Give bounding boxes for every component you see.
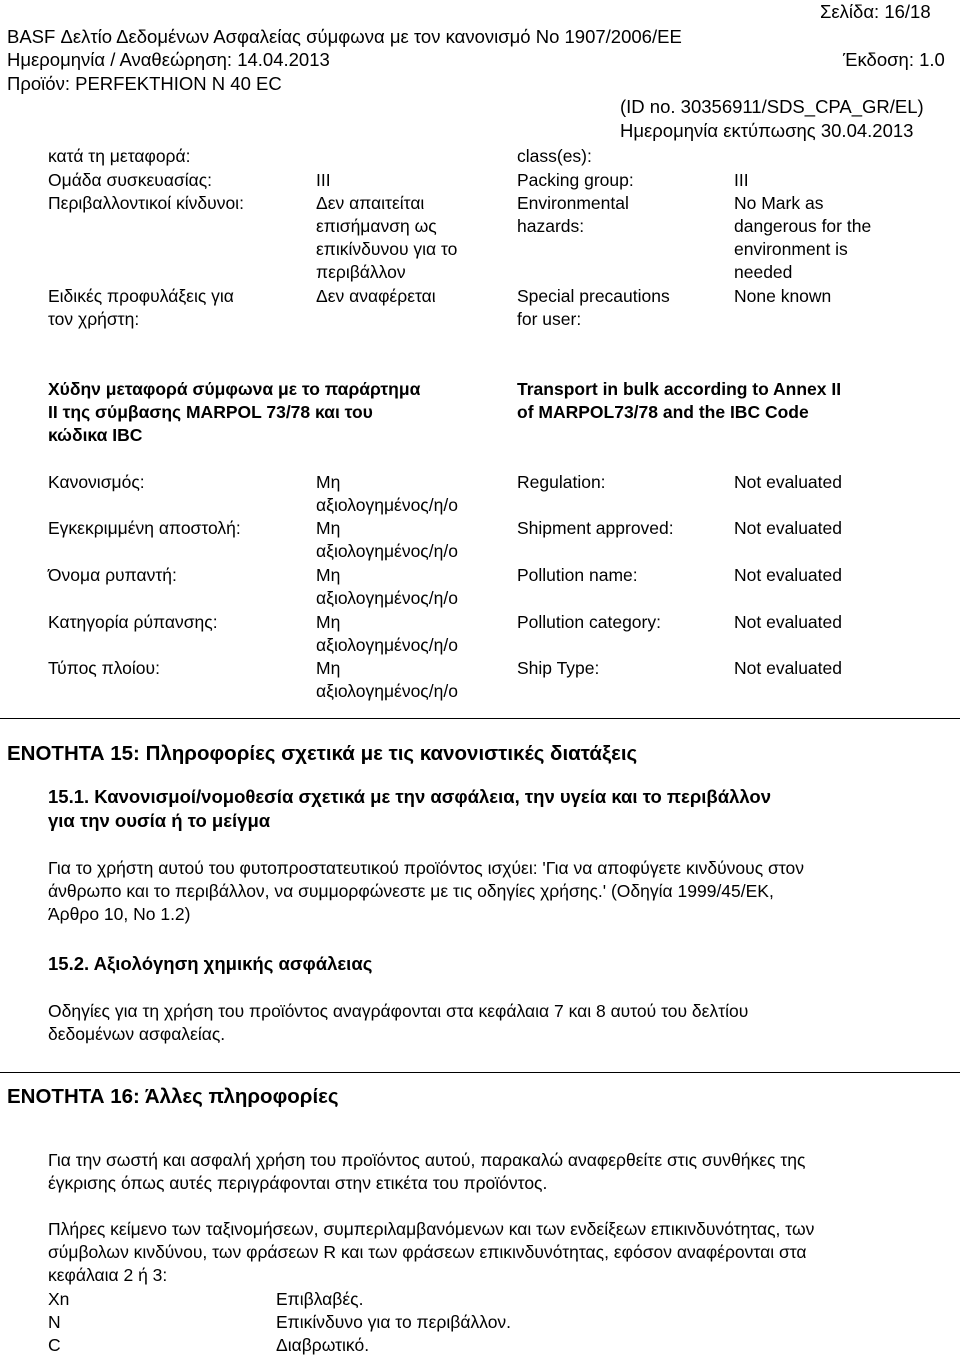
- bulk-transport-en-heading: Transport in bulk according to Annex II of MARPOL73/78 and the IBC Code: [517, 379, 842, 422]
- shipment-approved-gr-label: Εγκεκριμμένη αποστολή:: [48, 518, 241, 538]
- special-precautions-en-value: None known: [734, 286, 832, 306]
- section-divider: [0, 1072, 960, 1073]
- section-16-paragraph-1: Για την σωστή και ασφαλή χρήση του προϊόντος αυτού, παρακαλώ αναφερθείτε στις συνθήκες της έγκρισης όπως αυτές περιγράφονται στην ετικέτα του προϊόντος.: [48, 1150, 806, 1193]
- revision-date: Ημερομηνία / Αναθεώρηση: 14.04.2013: [7, 49, 330, 70]
- ship-type-gr-value: Μη αξιολογημένος/η/ο: [316, 658, 458, 701]
- hazard-symbol-meaning: Επικίνδυνο για το περιβάλλον.: [276, 1312, 512, 1332]
- regulation-gr-value: Μη αξιολογημένος/η/ο: [316, 472, 458, 515]
- pollution-category-gr-value: Μη αξιολογημένος/η/ο: [316, 612, 458, 655]
- hazard-symbol-meaning: Διαβρωτικό.: [276, 1335, 370, 1355]
- hazard-symbol-code: C: [48, 1335, 61, 1355]
- shipment-approved-en-value: Not evaluated: [734, 518, 842, 538]
- transport-gr-continuation: κατά τη μεταφορά:: [48, 146, 191, 166]
- packing-group-en-value: III: [734, 170, 749, 190]
- bulk-transport-gr-heading: Χύδην μεταφορά σύμφωνα με το παράρτημα II της σύμβασης MARPOL 73/78 και του κώδικα IBC: [48, 379, 421, 445]
- document-title: BASF Δελτίο Δεδομένων Ασφαλείας σύμφωνα με τον κανονισμό Νο 1907/2006/ΕΕ: [7, 26, 682, 47]
- section-15-title: ΕΝΟΤΗΤΑ 15: Πληροφορίες σχετικά με τις κανονιστικές διατάξεις: [7, 742, 638, 765]
- section-15-2-text: Οδηγίες για τη χρήση του προϊόντος αναγράφονται στα κεφάλαια 7 και 8 αυτού του δελτίου δεδομένων ασφαλείας.: [48, 1001, 749, 1044]
- version: Έκδοση: 1.0: [843, 49, 945, 70]
- pollution-name-en-label: Pollution name:: [517, 565, 638, 585]
- packing-group-gr-value: III: [316, 170, 331, 190]
- env-hazards-gr-value: Δεν απαιτείται επισήμανση ως επικίνδυνου για το περιβάλλον: [316, 193, 458, 282]
- pollution-category-gr-label: Κατηγορία ρύπανσης:: [48, 612, 218, 632]
- pollution-name-gr-value: Μη αξιολογημένος/η/ο: [316, 565, 458, 608]
- section-15-1-text: Για το χρήστη αυτού του φυτοπροστατευτικού προϊόντος ισχύει: 'Για να αποφύγετε κινδύνους στον άνθρωπο και το περιβάλλον, να συμμορφώνεστε με τις οδηγίες χρήσης.' (Οδηγία 1999/45/ΕΚ, Άρθρο 10, Νο 1.2): [48, 858, 804, 924]
- hazard-symbol-code: Xn: [48, 1289, 70, 1309]
- section-15-2-title: 15.2. Αξιολόγηση χημικής ασφάλειας: [48, 953, 373, 974]
- section-16-title: ΕΝΟΤΗΤΑ 16: Άλλες πληροφορίες: [7, 1085, 339, 1108]
- env-hazards-gr-label: Περιβαλλοντικοί κίνδυνοι:: [48, 193, 244, 213]
- hazard-symbol-meaning: Επιβλαβές.: [276, 1289, 364, 1309]
- special-precautions-gr-label: Ειδικές προφυλάξεις για τον χρήστη:: [48, 286, 234, 329]
- transport-en-continuation: class(es):: [517, 146, 592, 166]
- section-16-paragraph-2: Πλήρες κείμενο των ταξινομήσεων, συμπεριλαμβανόμενων και των ενδείξεων επικινδυνότητας, των σύμβολων κινδύνου, των φράσεων R και των φράσεων επικινδυνότητας, εφόσον αναφέρονται στα κεφάλαια 2 ή 3:: [48, 1219, 815, 1285]
- section-divider: [0, 718, 960, 719]
- ship-type-gr-label: Τύπος πλοίου:: [48, 658, 160, 678]
- shipment-approved-en-label: Shipment approved:: [517, 518, 674, 538]
- regulation-en-value: Not evaluated: [734, 472, 842, 492]
- page-number: Σελίδα: 16/18: [820, 1, 931, 22]
- pollution-category-en-value: Not evaluated: [734, 612, 842, 632]
- regulation-gr-label: Κανονισμός:: [48, 472, 145, 492]
- section-15-1-title: 15.1. Κανονισμοί/νομοθεσία σχετικά με την ασφάλεια, την υγεία και το περιβάλλον για την ουσία ή το μείγμα: [48, 786, 772, 831]
- packing-group-en-label: Packing group:: [517, 170, 634, 190]
- regulation-en-label: Regulation:: [517, 472, 606, 492]
- ship-type-en-value: Not evaluated: [734, 658, 842, 678]
- pollution-category-en-label: Pollution category:: [517, 612, 661, 632]
- id-number: (ID no. 30356911/SDS_CPA_GR/EL): [620, 96, 924, 117]
- print-date: Ημερομηνία εκτύπωσης 30.04.2013: [620, 120, 914, 141]
- special-precautions-en-label: Special precautions for user:: [517, 286, 670, 329]
- product-name: Προϊόν: PERFEKTHION N 40 EC: [7, 73, 282, 94]
- env-hazards-en-value: No Mark as dangerous for the environment is needed: [734, 193, 872, 282]
- packing-group-gr-label: Ομάδα συσκευασίας:: [48, 170, 213, 190]
- shipment-approved-gr-value: Μη αξιολογημένος/η/ο: [316, 518, 458, 561]
- pollution-name-en-value: Not evaluated: [734, 565, 842, 585]
- special-precautions-gr-value: Δεν αναφέρεται: [316, 286, 436, 306]
- pollution-name-gr-label: Όνομα ρυπαντή:: [48, 565, 177, 585]
- hazard-symbol-code: N: [48, 1312, 61, 1332]
- ship-type-en-label: Ship Type:: [517, 658, 600, 678]
- env-hazards-en-label: Environmental hazards:: [517, 193, 629, 236]
